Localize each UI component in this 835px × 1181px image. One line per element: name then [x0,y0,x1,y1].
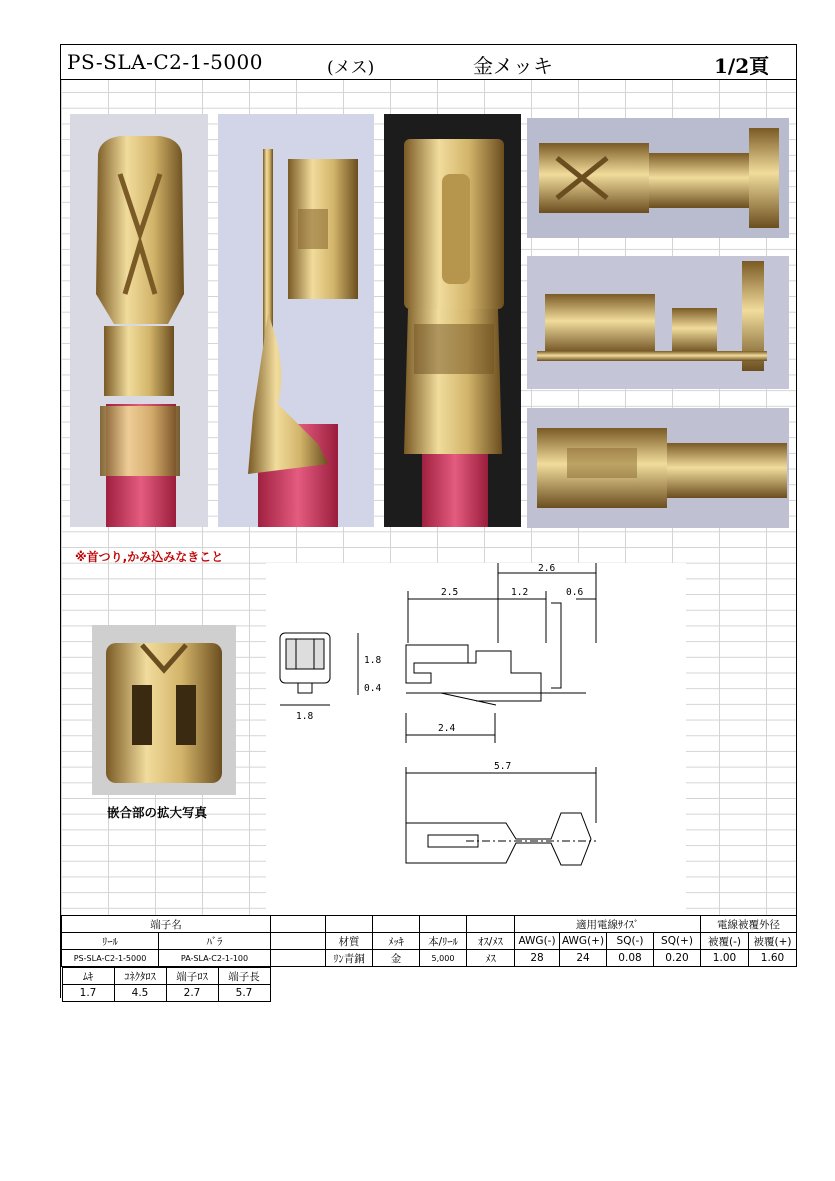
val-awg-min: 28 [515,950,560,967]
part-number: PS-SLA-C2-1-5000 [67,50,263,74]
bottom-view-outline [406,813,591,865]
col-per-reel: 本/ﾘｰﾙ [420,933,467,950]
col-material: 材質 [326,933,373,950]
warning-note: ※首つり,かみ込みなきこと [75,550,224,564]
label-connector-loss: ｺﾈｸﾀﾛｽ [114,968,166,985]
photo-loose-top [527,118,789,238]
val-terminal-loss: 2.7 [166,985,218,1002]
col-gender: ｵｽ/ﾒｽ [467,933,515,950]
page-number: 1/2頁 [714,54,770,78]
photo-loose-bottom [527,408,789,528]
spec-row-values [62,950,797,967]
photo-side-crimped [218,114,374,527]
photo-mating-closeup [92,625,236,795]
val-ins-min: 1.00 [701,950,749,967]
val-sq-max: 0.20 [654,950,701,967]
spec-row-header2 [62,933,797,950]
col-awg-max: AWG(+) [560,933,607,950]
val-terminal-length: 5.7 [218,985,270,1002]
col-ins-max: 被覆(+) [749,933,797,950]
col-sq-max: SQ(+) [654,933,701,950]
wire-size-header: 適用電線ｻｲｽﾞ [515,916,701,933]
val-strip: 1.7 [62,985,114,1002]
col-sq-min: SQ(-) [607,933,654,950]
val-awg-max: 24 [560,950,607,967]
spec-row-header1 [62,916,797,933]
gender-label: (メス) [327,58,375,78]
drawing-svg [266,563,686,915]
spec-table [61,915,797,1002]
title-bar [61,45,796,80]
photo-back-crimped [384,114,521,527]
label-terminal-length: 端子長 [218,968,270,985]
dim-front-width: 1.8 [296,711,314,722]
photo-front-crimped [70,114,208,527]
dim-total-width: 2.6 [538,563,556,574]
reel-part-number: PS-SLA-C2-1-5000 [62,950,159,967]
dim-body-length: 2.5 [441,587,459,598]
val-per-reel: 5,000 [420,950,467,967]
closeup-caption: 嵌合部の拡大写真 [107,805,208,820]
val-sq-min: 0.08 [607,950,654,967]
dim-tip: 0.6 [566,587,584,598]
val-ins-max: 1.60 [749,950,797,967]
dim-height: 1.8 [364,655,382,666]
dim-lower-length: 2.4 [438,723,456,734]
dim-overall-length: 5.7 [494,761,512,772]
technical-drawing [266,563,686,915]
photo-loose-side [527,256,789,389]
val-gender: ﾒｽ [467,950,515,967]
col-awg-min: AWG(-) [515,933,560,950]
val-material: ﾘﾝ青銅 [326,950,373,967]
dim-row-labels [62,967,797,1003]
label-strip: ﾑｷ [62,968,114,985]
side-view-outline [406,645,468,683]
loose-label: ﾊﾞﾗ [159,933,271,950]
spec-sheet [60,44,797,998]
col-ins-min: 被覆(-) [701,933,749,950]
reel-label: ﾘｰﾙ [62,933,159,950]
terminal-name-header: 端子名 [62,916,271,933]
val-connector-loss: 4.5 [114,985,166,1002]
col-plating: ﾒｯｷ [373,933,420,950]
insulation-header: 電線被覆外径 [701,916,797,933]
loose-part-number: PA-SLA-C2-1-100 [159,950,271,967]
plating-label: 金メッキ [473,54,553,78]
label-terminal-loss: 端子ﾛｽ [166,968,218,985]
dim-barrel: 1.2 [511,587,529,598]
dim-depth: 0.4 [364,683,382,694]
val-plating: 金 [373,950,420,967]
